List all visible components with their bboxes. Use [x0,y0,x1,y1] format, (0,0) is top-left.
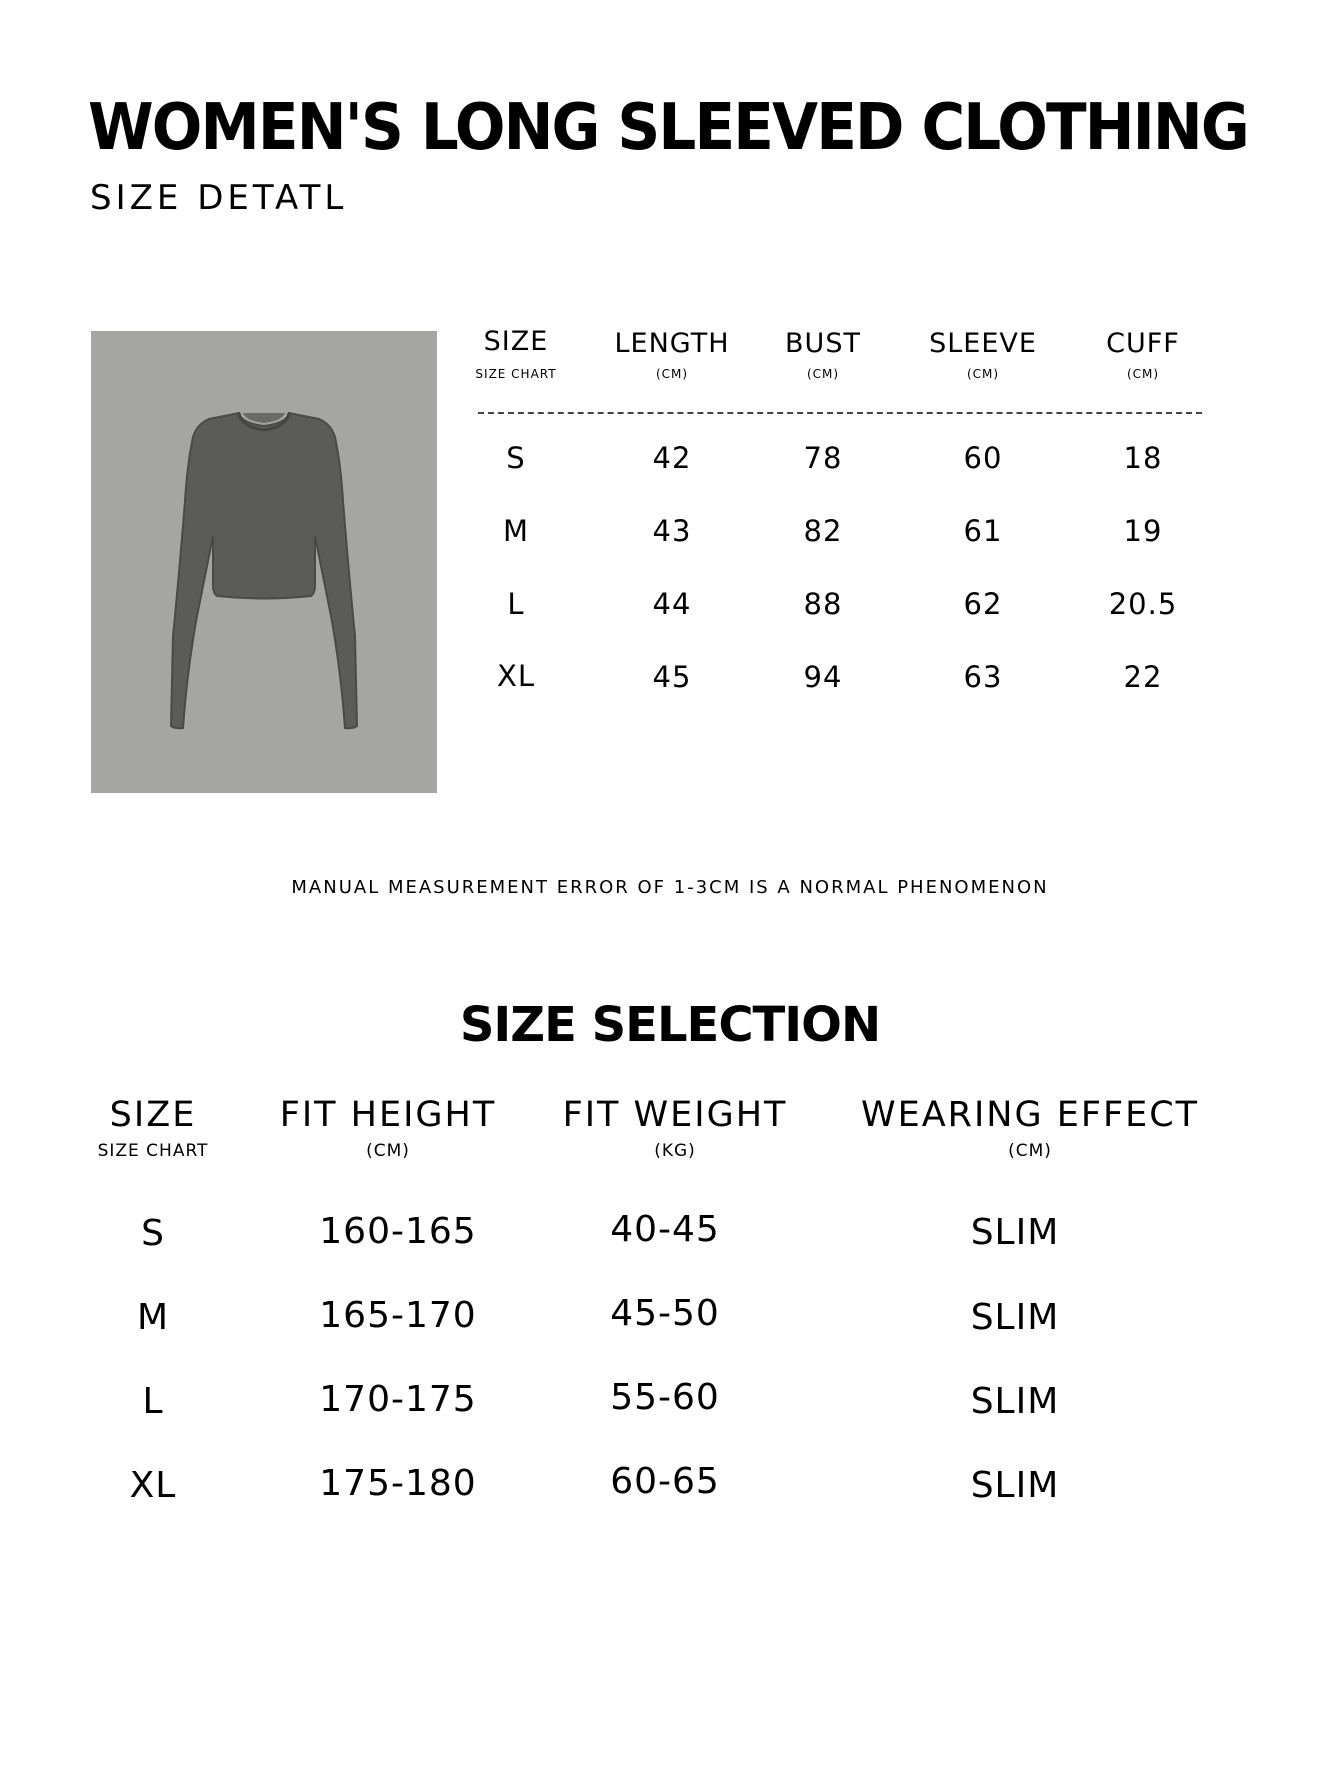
table-cell: 60-65 [610,1461,720,1502]
page-subtitle: SIZE DETATL [90,178,348,218]
column-sub-fit-weight: (KG) [654,1141,696,1161]
table-cell: 43 [652,514,692,548]
table-cell: 62 [963,587,1003,621]
column-header-fit-weight: FIT WEIGHT [562,1095,788,1135]
table-cell: M [502,514,530,548]
table-cell: 20.5 [1108,587,1178,621]
header-divider [478,412,1202,414]
measurement-note: MANUAL MEASUREMENT ERROR OF 1-3CM IS A NORMAL PHENOMENON [291,877,1049,898]
table-cell: 165-170 [319,1295,477,1336]
table-cell: 175-180 [319,1463,477,1504]
column-header-sleeve: SLEEVE [929,328,1037,359]
table-cell: M [136,1297,170,1338]
column-sub-sleeve: (CM) [966,367,1000,381]
table-cell: 78 [803,441,843,475]
long-sleeve-crop-top-icon [91,331,437,793]
size-selection-title: SIZE SELECTION [459,997,881,1053]
table-cell: 160-165 [319,1211,477,1252]
table-cell: 44 [652,587,692,621]
table-cell: 42 [652,441,692,475]
column-sub-wearing-effect: (CM) [1008,1141,1052,1161]
column-header-fit-height: FIT HEIGHT [279,1095,497,1135]
table-cell: 45-50 [610,1293,720,1334]
column-sub-length: (CM) [655,367,689,381]
table-cell: 61 [963,514,1003,548]
column-sub-size: SIZE CHART [97,1141,209,1161]
table-cell: 82 [803,514,843,548]
table-cell: 22 [1123,660,1163,694]
table-cell: SLIM [970,1465,1060,1506]
table-cell: 63 [963,660,1003,694]
product-photo [91,331,437,793]
column-header-size: SIZE [483,326,549,357]
table-cell: 88 [803,587,843,621]
column-sub-cuff: (CM) [1126,367,1160,381]
column-sub-bust: (CM) [806,367,840,381]
column-header-wearing-effect: WEARING EFFECT [860,1095,1200,1135]
table-cell: XL [496,659,536,693]
table-cell: S [141,1213,165,1254]
table-cell: SLIM [970,1381,1060,1422]
table-cell: 18 [1123,441,1163,475]
table-cell: L [142,1381,164,1422]
table-cell: XL [129,1465,177,1506]
column-header-bust: BUST [785,328,861,359]
table-cell: S [506,441,526,475]
column-header-size: SIZE [109,1095,197,1135]
table-cell: SLIM [970,1297,1060,1338]
column-header-length: LENGTH [614,328,730,359]
table-cell: 19 [1123,514,1163,548]
table-cell: 45 [652,660,692,694]
table-cell: 60 [963,441,1003,475]
table-cell: SLIM [970,1212,1060,1253]
table-cell: 170-175 [319,1379,477,1420]
page-title: WOMEN'S LONG SLEEVED CLOTHING [88,91,1248,165]
table-cell: L [507,587,525,621]
table-cell: 94 [803,660,843,694]
table-cell: 40-45 [610,1209,720,1250]
column-header-cuff: CUFF [1106,328,1180,359]
column-sub-size: SIZE CHART [475,367,557,381]
column-sub-fit-height: (CM) [366,1141,410,1161]
table-cell: 55-60 [610,1377,720,1418]
